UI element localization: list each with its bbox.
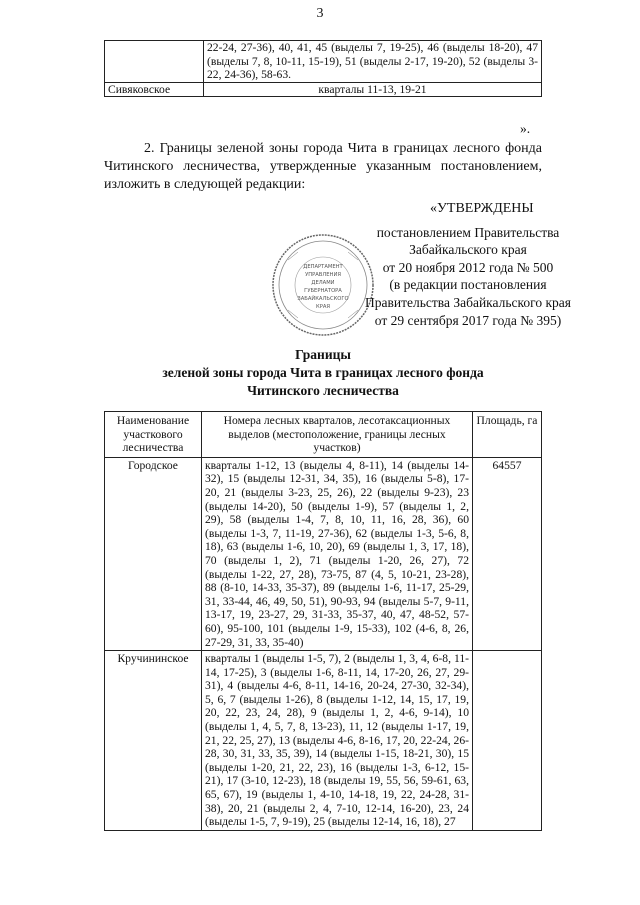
title-line: Границы	[295, 347, 351, 362]
quarters-cell: кварталы 1 (выделы 1-5, 7), 2 (выделы 1, 3, 4, 6-8, 11-14, 17-25), 3 (выделы 1-6, 8-11, 14, 17-20, 26, 27, 29-31), 4 (выделы 4-6, 8-11, 14-16, 20-24, 27-30, 32-34), 5, 6, 7 (выделы 1-26), 8 (выделы 1-12, 14, 15, 17, 19, 20, 22, 23, 24, 28), 9 (выделы 1, 2, 4-6, 9-14), 10 (выделы 1, 4, 5, 7, 8, 13-23), 11, 12 (выделы 1-17, 19, 21, 22, 25, 27), 13 (выделы 4-6, 8-16, 17, 20, 22-24, 26-28, 30, 31, 33, 35, 39), 14 (выделы 1-15, 18-21, 30), 15 (выделы 1-20, 21, 22, 23), 16 (выделы 1-3, 6-12, 15-21), 17 (3-10, 12-23), 18 (выделы 19, 55, 56, 59-61, 63, 65, 67), 19 (выделы 1, 4-10, 14-18, 19, 22, 24-28, 31-38), 20, 21 (выделы 2, 4, 7-10, 12-14, 16-20), 23, 24 (выделы 1-5, 7, 9-19), 25 (выделы 12-14, 16, 18), 27	[202, 651, 473, 831]
continued-table	[104, 40, 542, 97]
forestry-name-cell: Сивяковское	[105, 82, 204, 97]
table-row	[105, 651, 542, 831]
forestry-name-cell	[105, 41, 204, 83]
title-line: зеленой зоны города Чита в границах лесного фонда	[162, 365, 484, 380]
svg-text:УПРАВЛЕНИЯ: УПРАВЛЕНИЯ	[305, 272, 341, 278]
column-header-quarters: Номера лесных кварталов, лесотаксационных выделов (местоположение, границы лесных участков)	[202, 412, 473, 458]
section-title	[104, 346, 542, 400]
page-number: 3	[316, 6, 324, 21]
forestry-name-cell: Кручининское	[105, 651, 202, 831]
table-row	[105, 41, 542, 83]
svg-text:ДЕЛАМИ: ДЕЛАМИ	[311, 280, 335, 286]
amendment-paragraph: 2. Границы зеленой зоны города Чита в границах лесного фонда Читинского лесничества, утвержденные указанным постановлением, изложить в следующей редакции:	[104, 141, 542, 192]
approval-line: Правительства Забайкальского края	[365, 294, 571, 310]
closing-quote: ».	[520, 121, 531, 136]
approval-block	[358, 200, 578, 329]
area-cell	[473, 651, 542, 831]
approval-line: от 29 сентября 2017 года № 395)	[374, 312, 562, 328]
svg-text:КРАЯ: КРАЯ	[316, 304, 330, 310]
table-row	[105, 457, 542, 650]
approval-heading: «УТВЕРЖДЕНЫ	[430, 201, 534, 216]
forestry-name-cell: Городское	[105, 457, 202, 650]
table-header-row	[105, 412, 542, 458]
quarters-cell: кварталы 1-12, 13 (выделы 4, 8-11), 14 (выделы 14-32), 15 (выделы 12-31, 34, 35), 16 (выделы 5-8), 17-20, 21 (выделы 3-23, 25, 26), 22 (выделы 9-23), 23 (выделы 14-20), 50 (выделы 1-9), 57 (выделы 1, 2, 29), 58 (выделы 1-4, 7, 8, 10, 11, 16, 28, 36), 60 (выделы 1-3, 7, 11-19, 27-36), 62 (выделы 1-3, 5-6, 8, 18), 63 (выделы 1-6, 10, 20), 69 (выделы 1, 3, 17, 18), 70 (выделы 1, 2), 71 (выделы 1-20, 26, 27), 72 (выделы 1-22, 27, 28), 73-75, 87 (4, 5, 10-21, 23-28), 88 (8-10, 14-33, 35-37), 89 (выделы 1-6, 11-17, 25-29, 31, 33-44, 46, 49, 50, 51), 90-93, 94 (выделы 5-7, 9-11, 13-17, 19, 23-27, 29, 31-33, 35-37, 40, 47, 48-52, 57-60), 95-100, 101 (выделы 1-9, 15-33), 102 (4-6, 8, 26, 27-29, 31, 33, 35-40)	[202, 457, 473, 650]
column-header-area: Площадь, га	[473, 412, 542, 458]
svg-text:ЗАБАЙКАЛЬСКОГО: ЗАБАЙКАЛЬСКОГО	[297, 296, 349, 302]
quarters-cell: кварталы 11-13, 19-21	[204, 82, 542, 97]
quarters-cell: 22-24, 27-36), 40, 41, 45 (выделы 7, 19-25), 46 (выделы 18-20), 47 (выделы 7, 8, 10-11, 15-19), 51 (выделы 2-17, 19-20), 52 (выделы 3-22, 24-36), 58-63.	[204, 41, 542, 83]
table-row	[105, 82, 542, 97]
column-header-forestry: Наименование участкового лесничества	[105, 412, 202, 458]
svg-text:ДЕПАРТАМЕНТ: ДЕПАРТАМЕНТ	[303, 264, 343, 270]
svg-text:ГУБЕРНАТОРА: ГУБЕРНАТОРА	[304, 288, 342, 294]
approval-line: постановлением Правительства	[376, 224, 560, 240]
approval-line: (в редакции постановления	[389, 277, 547, 293]
area-cell: 64557	[473, 457, 542, 650]
approval-line: от 20 ноября 2012 года № 500	[382, 259, 554, 275]
approval-line: Забайкальского края	[409, 242, 527, 258]
title-line: Читинского лесничества	[247, 383, 399, 398]
green-zone-table	[104, 411, 542, 831]
